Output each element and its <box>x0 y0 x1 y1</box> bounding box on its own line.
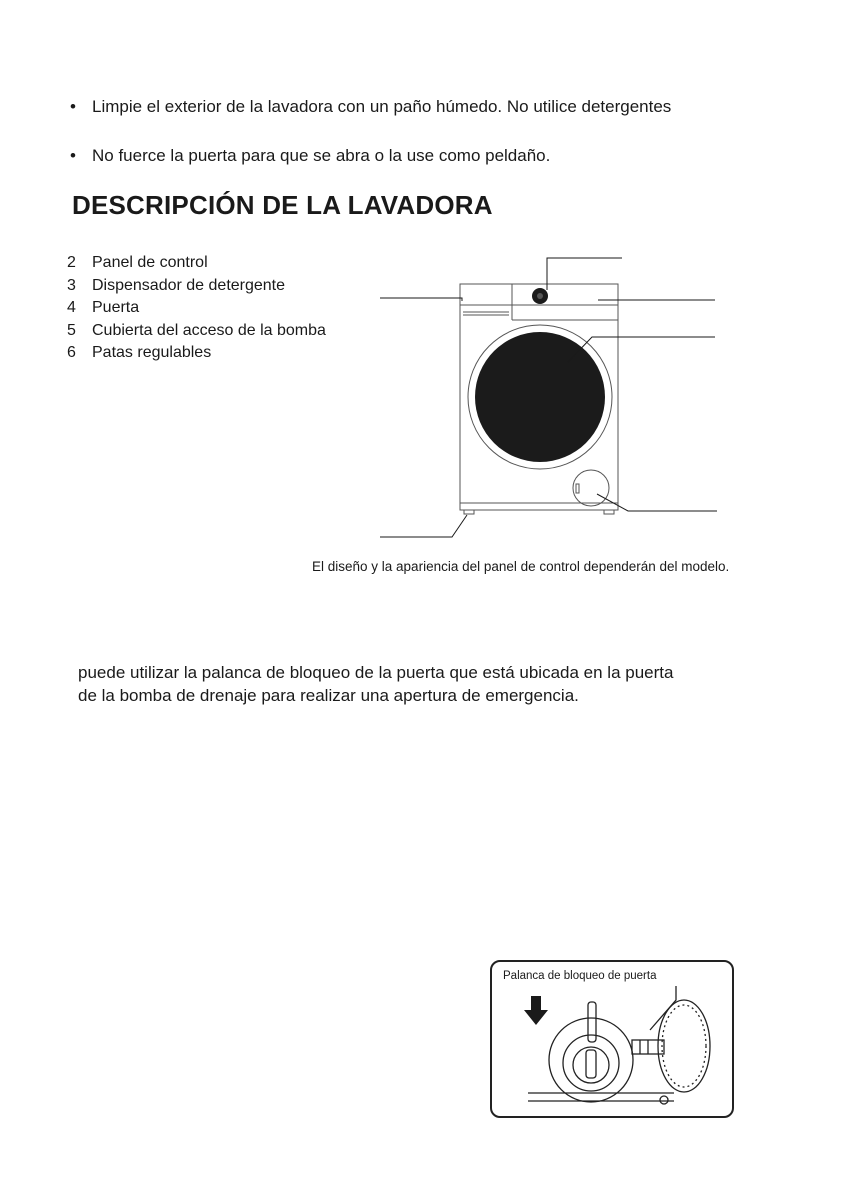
bullet-text: Limpie el exterior de la lavadora con un paño húmedo. No utilice detergentes <box>92 97 672 116</box>
pump-access-cover <box>658 1000 710 1092</box>
section-heading: DESCRIPCIÓN DE LA LAVADORA <box>72 190 493 220</box>
bullet-text: No fuerce la puerta para que se abra o la use como peldaño. <box>92 146 551 165</box>
part-label: Dispensador de detergente <box>92 276 286 294</box>
part-number: 2 <box>67 254 76 271</box>
diagram-caption: El diseño y la apariencia del panel de control dependerán del modelo. <box>312 559 730 574</box>
inset-label: Palanca de bloqueo de puerta <box>503 970 657 982</box>
cover-inner-edge <box>662 1005 706 1087</box>
pump-housing <box>549 1018 633 1102</box>
part-label: Panel de control <box>92 254 208 271</box>
part-number: 3 <box>67 276 76 294</box>
part-label: Patas regulables <box>92 344 212 361</box>
part-number: 4 <box>67 299 76 316</box>
paragraph-line: de la bomba de drenaje para realizar una apertura de emergencia. <box>78 686 579 705</box>
lock-lever <box>588 1002 596 1042</box>
paragraph-line: puede utilizar la palanca de bloqueo de la puerta que está ubicada en la puerta <box>78 663 674 682</box>
lever-leader-line <box>650 986 676 1030</box>
part-label: Puerta <box>92 299 140 316</box>
part-number: 5 <box>67 321 76 339</box>
rail-screw <box>660 1096 668 1104</box>
down-arrow-icon <box>524 996 548 1025</box>
bullet-dot: • <box>70 97 76 116</box>
part-number: 6 <box>67 344 76 361</box>
bullet-dot: • <box>70 146 76 165</box>
filter-handle <box>586 1050 596 1078</box>
part-label: Cubierta del acceso de la bomba <box>92 321 326 339</box>
